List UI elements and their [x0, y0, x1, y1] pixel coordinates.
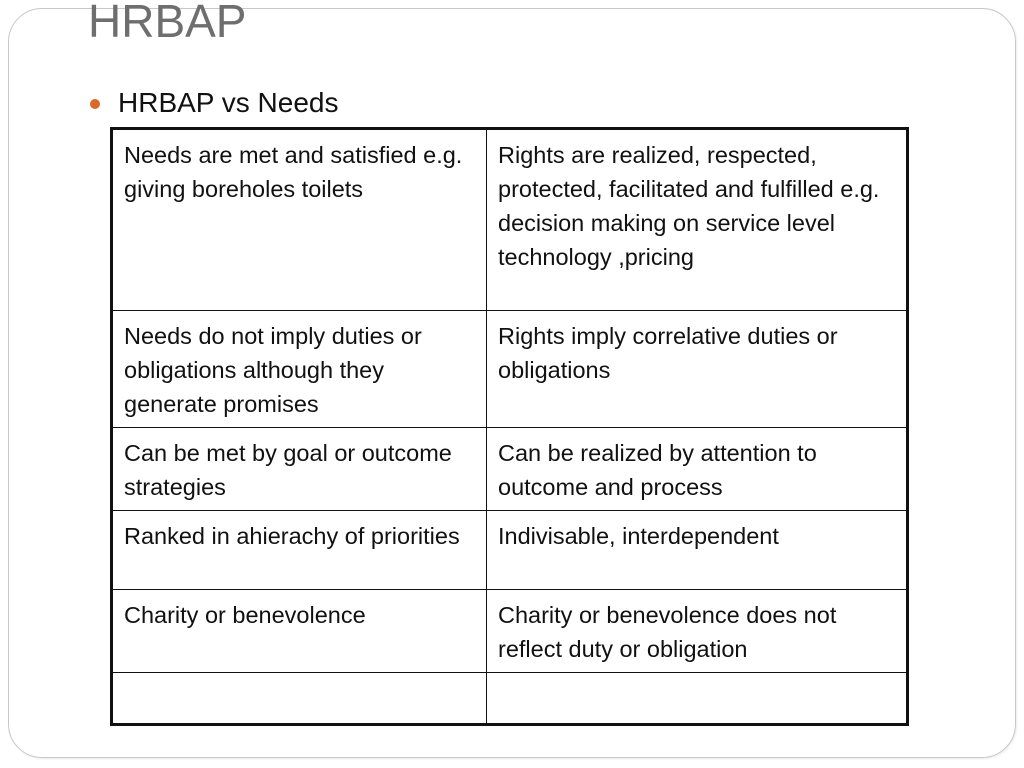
table-row: [112, 511, 908, 590]
bullet-item: [90, 86, 338, 120]
needs-cell: Needs are met and satisfied e.g. giving boreholes toilets: [112, 129, 487, 311]
table-row: [112, 590, 908, 673]
needs-cell: [112, 673, 487, 725]
needs-cell: Needs do not imply duties or obligations although they generate promises: [112, 311, 487, 428]
rights-cell: Rights imply correlative duties or obligations: [487, 311, 908, 428]
rights-cell: Rights are realized, respected, protected, facilitated and fulfilled e.g. decision making on service level technology ,pricing: [487, 129, 908, 311]
needs-cell: Can be met by goal or outcome strategies: [112, 428, 487, 511]
bullet-text: HRBAP vs Needs: [118, 87, 339, 118]
table-row: [112, 311, 908, 428]
table-row: [112, 673, 908, 725]
table-row: [112, 129, 908, 311]
needs-cell: Charity or benevolence: [112, 590, 487, 673]
slide-title: HRBAP: [88, 0, 247, 47]
bullet-dot-icon: [90, 99, 100, 109]
table-row: [112, 428, 908, 511]
rights-cell: Indivisable, interdependent: [487, 511, 908, 590]
comparison-table: [110, 127, 909, 726]
rights-cell: [487, 673, 908, 725]
needs-cell: Ranked in ahierachy of priorities: [112, 511, 487, 590]
rights-cell: Charity or benevolence does not reflect duty or obligation: [487, 590, 908, 673]
rights-cell: Can be realized by attention to outcome and process: [487, 428, 908, 511]
